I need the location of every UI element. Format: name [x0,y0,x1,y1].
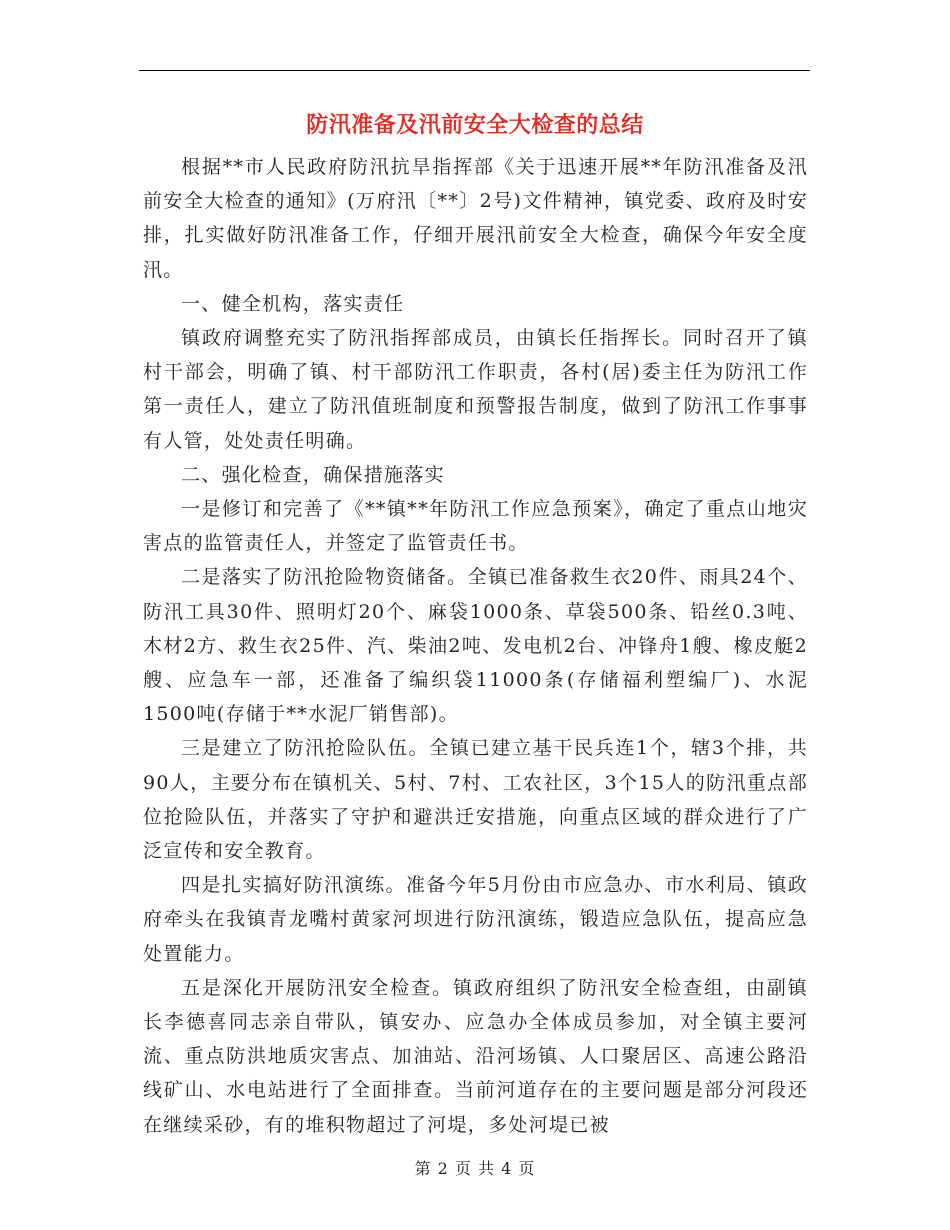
page-title: 防汛准备及汛前安全大检查的总结 [306,112,644,138]
paragraph: 三是建立了防汛抢险队伍。全镇已建立基干民兵连1个，辖3个排，共90人，主要分布在镇机关、5村、7村、工农社区，3个15人的防汛重点部位抢险队伍，并落实了守护和避洪迁安措施，向重点区域的群众进行了广泛宣传和安全教育。 [143,737,808,863]
paragraph: 四是扎实搞好防汛演练。准备今年5月份由市应急办、市水利局、镇政府牵头在我镇青龙嘴村黄家河坝进行防汛演练，锻造应急队伍，提高应急处置能力。 [143,874,808,965]
document-body [143,150,808,1142]
paragraph: 二是落实了防汛抢险物资储备。全镇已准备救生衣20件、雨具24个、防汛工具30件、照明灯20个、麻袋1000条、草袋500条、铅丝0.3吨、木材2方、救生衣25件、汽、柴油2吨、发电机2台、冲锋舟1艘、橡皮艇2艘、应急车一部，还准备了编织袋11000条(存储福利塑编厂)、水泥1500吨(存储于**水泥厂销售部)。 [143,566,808,726]
paragraph: 五是深化开展防汛安全检查。镇政府组织了防汛安全检查组，由副镇长李德喜同志亲自带队，镇安办、应急办全体成员参加，对全镇主要河流、重点防洪地质灾害点、加油站、沿河场镇、人口聚居区、高速公路沿线矿山、水电站进行了全面排查。当前河道存在的主要问题是部分河段还在继续采砂，有的堆积物超过了河堤，多处河堤已被 [143,976,808,1136]
intro-paragraph: 根据**市人民政府防汛抗旱指挥部《关于迅速开展**年防汛准备及汛前安全大检查的通知》(万府汛〔**〕2号)文件精神，镇党委、政府及时安排，扎实做好防汛准备工作，仔细开展汛前安全大检查，确保今年安全度汛。 [143,156,808,281]
header-rule [139,70,810,71]
paragraph: 一是修订和完善了《**镇**年防汛工作应急预案》，确定了重点山地灾害点的监管责任人，并签定了监管责任书。 [143,498,808,555]
section-heading: 一、健全机构，落实责任 [181,292,405,315]
page-footer: 第 2 页 共 4 页 [414,1159,536,1178]
section-heading: 二、强化检查，确保措施落实 [181,463,445,486]
paragraph: 镇政府调整充实了防汛指挥部成员，由镇长任指挥长。同时召开了镇村干部会，明确了镇、村干部防汛工作职责，各村(居)委主任为防汛工作第一责任人，建立了防汛值班制度和预警报告制度，做到了防汛工作事事有人管，处处责任明确。 [143,327,808,452]
